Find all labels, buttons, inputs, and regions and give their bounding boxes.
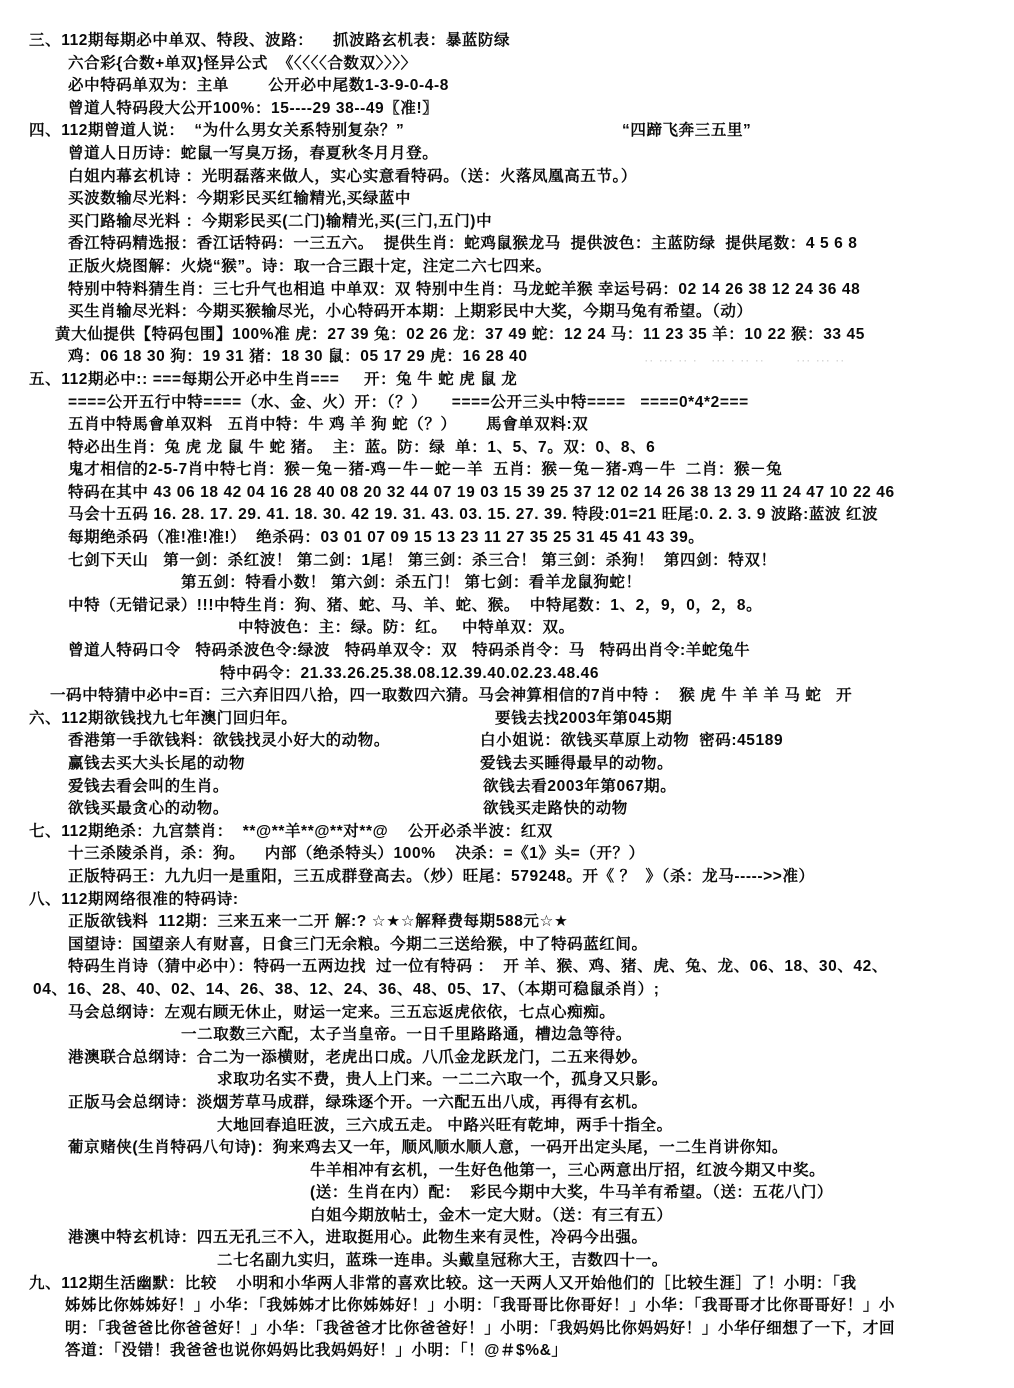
text-segment: 欲钱买最贪心的动物。 [68,800,230,818]
text-line [0,1024,1014,1047]
text-segment: 八、112期网络很准的特码诗: [29,890,239,908]
text-line [0,301,1014,324]
text-segment: 求取功名实不费，贵人上门来。一二二六取一个，孤身又只影。 [217,1071,668,1089]
text-line [0,1002,1014,1025]
text-segment: 明：「我爸爸比你爸爸好！」小华：「我爸爸才比你爸爸好！」小明：「我妈妈比你妈妈好！」小华仔细想了一下，才回 [65,1319,896,1337]
text-line [0,617,1014,640]
text-line [0,392,1014,415]
text-segment-right: 要钱去找2003年第045期 [495,709,673,727]
text-segment-right: 白小姐说：欲钱买草原上动物 密码:45189 [480,732,784,750]
text-line [0,527,1014,550]
text-segment: 二七名副九实归，蓝珠一连串。头戴皇冠称大王，吉数四十一。 [217,1252,668,1270]
text-line [0,956,1014,979]
document-lines [0,30,1014,1363]
text-line [0,504,1014,527]
text-segment: 中特（无错记录）!!!中特生肖：狗、猪、蛇、马、羊、蛇、猴。 中特尾数：1、2，9，0，2，8。 [68,596,763,614]
text-segment: 第五剑：特看小数！ 第六剑：杀五门！ 第七剑：看羊龙鼠狗蛇！ [181,574,642,592]
text-segment: 正版马会总纲诗：淡烟芳草马成群，绿珠逐个开。一六配五出八成，再得有玄机。 [68,1093,648,1111]
text-line [0,1137,1014,1160]
text-segment: 姊姊比你姊姊好！」小华：「我姊姊才比你姊姊好！」小明：「我哥哥比你哥好！」小华：「我哥哥才比你哥哥好！」小 [65,1297,896,1315]
text-line [0,30,1014,53]
text-line [0,98,1014,121]
text-line [0,979,1014,1002]
text-segment: 曾道人特码段大公开100%：15----29 38--49〖准!〗 [68,99,439,117]
text-line [0,843,1014,866]
text-segment: 七剑下天山 第一剑：杀红波！ 第二剑：1尾！ 第三剑：杀三合！ 第三剑：杀狗！ 第四剑：特双！ [68,551,777,569]
text-segment: 鸡：06 18 30 狗：19 31 猪：18 30 鼠：05 17 29 虎：16 28 40 [68,348,528,366]
text-line [0,1250,1014,1273]
text-segment: 正版火烧图解：火烧“猴”。诗：取一合三跟十定，注定二六七四来。 [68,257,552,275]
text-segment-right: 爱钱去买睡得最早的动物。 [480,755,674,772]
text-segment: 国望诗：国望亲人有财喜，日食三门无余粮。今期二三送给猴，中了特码蓝红间。 [68,935,648,953]
text-segment: 正版特码王：九九归一是重阳，三五成群登高去。（炒）旺尾：579248。开《 ？ 》（杀：龙马----->>准） [68,867,815,885]
text-line [0,369,1014,392]
text-line [0,934,1014,957]
text-segment-right: “四蹄飞奔三五里” [622,122,752,140]
text-line [0,1092,1014,1115]
text-segment: 正版欲钱料 112期：三来五来一二开 解:? ☆★☆解释费每期588元☆★ [68,913,569,931]
text-segment: 特码在其中 43 06 18 42 04 16 28 40 08 20 32 44 07 19 03 15 39 25 37 12 02 14 26 38 13 29 11 24 47 10 22 46 [68,483,895,501]
text-segment: 白姐内幕玄机诗 ：光明磊落来做人，实心实意看特码。（送：火落凤凰高五节。） [68,167,638,185]
text-line [0,414,1014,437]
text-line [0,188,1014,211]
text-line [0,685,1014,708]
text-line [0,572,1014,595]
text-segment: 马会总纲诗：左观右顾无休止，财运一定来。三五忘返虎依依，七点心痴痴。 [68,1003,616,1021]
text-segment: 买波数输尽光料：今期彩民买红输精光,买绿蓝中 [68,190,412,208]
text-segment: 七、112期绝杀：九宫禁肖： **@**羊**@**对**@ 公开必杀半波：红双 [29,822,553,840]
text-line [0,889,1014,912]
text-segment: 曾道人日历诗：蛇鼠一写臭万扬，春夏秋冬月月登。 [68,144,439,162]
text-segment-right: 欲钱去看2003年第067期。 [483,777,677,795]
text-line [0,640,1014,663]
text-segment: 曾道人特码口令 特码杀波色令:绿波 特码单双令：双 特码杀肖令：马 特码出肖令:羊蛇兔牛 [68,642,751,660]
text-segment: 黄大仙提供【特码包围】100%准 虎：27 39 兔：02 26 龙：37 49 蛇：12 24 马：11 23 35 羊：10 22 猴：33 45 [55,325,865,343]
text-segment: 大地回春追旺波，三六成五走。 中路兴旺有乾坤，两手十指全。 [217,1116,673,1134]
text-line [0,166,1014,189]
text-line [0,866,1014,889]
text-line [0,1160,1014,1183]
text-line [0,1115,1014,1138]
text-segment: 四、112期曾道人说： “为什么男女关系特别复杂？” [29,122,405,140]
text-line [0,595,1014,618]
text-line [0,256,1014,279]
text-line [0,279,1014,302]
text-line [0,776,1014,799]
text-segment: 特别中特料猜生肖：三七升气也相追 中单双：双 特别中生肖：马龙蛇羊猴 幸运号码：02 14 26 38 12 24 36 48 [68,280,861,298]
text-line [0,663,1014,686]
text-segment: 必中特码单双为：主单 公开必中尾数1-3-9-0-4-8 [68,77,449,95]
text-line [0,233,1014,256]
text-line [0,75,1014,98]
text-segment: 六、112期欲钱找九七年澳门回归年。 [29,709,298,727]
text-line [0,1182,1014,1205]
text-line [0,482,1014,505]
text-line [0,437,1014,460]
text-segment: 五、112期必中:: ===每期公开必中生肖=== 开：兔 牛 蛇 虎 鼠 龙 [29,370,518,388]
text-segment: 特必出生肖：兔 虎 龙 鼠 牛 蛇 猪。 主：蓝。防：绿 单：1、5、7。双：0、8、6 [68,438,656,456]
text-segment: 买生肖输尽光料：今期买猴输尽光，小心特码开本期：上期彩民中大奖，今期马兔有希望。（动） [68,303,753,321]
text-line [0,730,1014,753]
text-segment: 爱钱去看会叫的生肖。 [68,777,230,795]
text-line [0,550,1014,573]
text-segment: 白姐今期放帖士，金木一定大财。（送：有三有五） [310,1206,673,1224]
text-line [0,1205,1014,1228]
text-line [0,143,1014,166]
text-line [0,53,1014,76]
text-line [0,1047,1014,1070]
text-segment: 04、16、28、40、02、14、26、38、12、24、36、48、05、17、（本期可稳鼠杀肖）; [33,980,660,998]
text-line [0,1340,1014,1363]
text-segment: 港澳中特玄机诗：四五无孔三不入，进取挺用心。此物生来有灵性，冷码今出强。 [68,1229,648,1247]
text-line [0,911,1014,934]
text-segment-right: 欲钱买走路快的动物 [483,800,628,818]
text-segment: 牛羊相冲有玄机，一生好色他第一，三心两意出厅招，红波今期又中奖。 [310,1161,826,1179]
text-line [0,708,1014,731]
text-segment: 一码中特猜中必中=百：三六弃旧四八拾，四一取数四六猜。马会神算相信的7肖中特 ： 猴 虎 牛 羊 羊 马 蛇 开 [50,687,853,705]
text-line [0,324,1014,347]
text-segment: 特码生肖诗（猜中必中）：特码一五两边找 过一位有特码 ： 开 羊、猴、鸡、猪、虎、兔、龙、06、18、30、42、 [68,958,888,976]
text-segment: 买门路输尽光料 ：今期彩民买(二门)输精光,买(三门,五门)中 [68,212,493,230]
text-segment: 港澳联合总纲诗：合二为一添横财，老虎出口成。八爪金龙跃龙门，二五来得妙。 [68,1048,648,1066]
text-line [0,798,1014,821]
text-line [0,1069,1014,1092]
text-segment: 香港第一手欲钱料：欲钱找灵小好大的动物。 [68,732,391,750]
text-line [0,211,1014,234]
text-segment: 赢钱去买大头长尾的动物 [68,755,246,772]
text-segment: 答道：「没错！我爸爸也说你妈妈比我妈妈好！」小明：「！@＃$%&」 [65,1342,568,1360]
text-segment: 十三杀陵杀肖，杀：狗。 内部（绝杀特头）100% 决杀：=《1》头=（开？） [68,845,645,863]
text-segment: 香江特码精选报：香江话特码：一三五六。 提供生肖：蛇鸡鼠猴龙马 提供波色：主蓝防绿 提供尾数：4 5 6 8 [68,235,858,253]
text-line [0,1273,1014,1296]
text-segment: 五肖中特馬會单双料 五肖中特：牛 鸡 羊 狗 蛇（？） 馬會单双料:双 [68,416,589,434]
text-line [0,753,1014,776]
faded-erased-text: ·· ··· ·· · ··· · ·· ·· ··· ··· ·· [645,356,846,367]
text-line [0,1295,1014,1318]
text-line [0,346,1014,369]
text-segment: 一二取数三六配，太子当皇帝。一日千里路路通，槽边急等待。 [181,1026,632,1044]
text-segment: 特中码令：21.33.26.25.38.08.12.39.40.02.23.48.46 [220,664,600,682]
text-segment: 马会十五码 16. 28. 17. 29. 41. 18. 30. 42 19. 31. 43. 03. 15. 27. 39. 特段:01=21 旺尾:0. 2. 3. 9 波路:蓝波 红波 [68,506,879,524]
text-segment: 葡京赌侠(生肖特码八句诗)：狗来鸡去又一年，顺风顺水顺人意，一码开出定头尾，一二生肖讲你知。 [68,1139,788,1157]
text-line [0,120,1014,143]
text-segment: ====公开五行中特====（水、金、火）开：（？） ====公开三头中特==== ====0*4*2=== [68,393,749,411]
text-segment: 九、112期生活幽默：比较 小明和小华两人非常的喜欢比较。这一天两人又开始他们的［比较生涯］了！小明：「我 [29,1274,857,1292]
text-line [0,821,1014,844]
text-segment: 中特波色：主：绿。防：红。 中特单双：双。 [238,619,575,637]
text-segment: 六合彩{合数+单双}怪异公式 《〈〈〈〈合数双〉〉〉〉 [68,54,417,72]
text-line [0,1227,1014,1250]
text-segment: 三、112期每期必中单双、特段、波路： 抓波路玄机表：暴蓝防绿 [29,32,511,49]
text-segment: 每期绝杀码（准!准!准!） 绝杀码：03 01 07 09 15 13 23 11 27 35 25 31 45 41 43 39。 [68,529,705,547]
text-segment: (送：生肖在内）配： 彩民今期中大奖，牛马羊有希望。（送：五花八门） [310,1184,834,1202]
text-line [0,459,1014,482]
text-segment: 鬼才相信的2-5-7肖中特七肖：猴－兔－猪-鸡－牛－蛇－羊 五肖：猴－兔－猪-鸡－牛 二肖：猴－兔 [68,461,783,479]
text-line [0,1318,1014,1341]
